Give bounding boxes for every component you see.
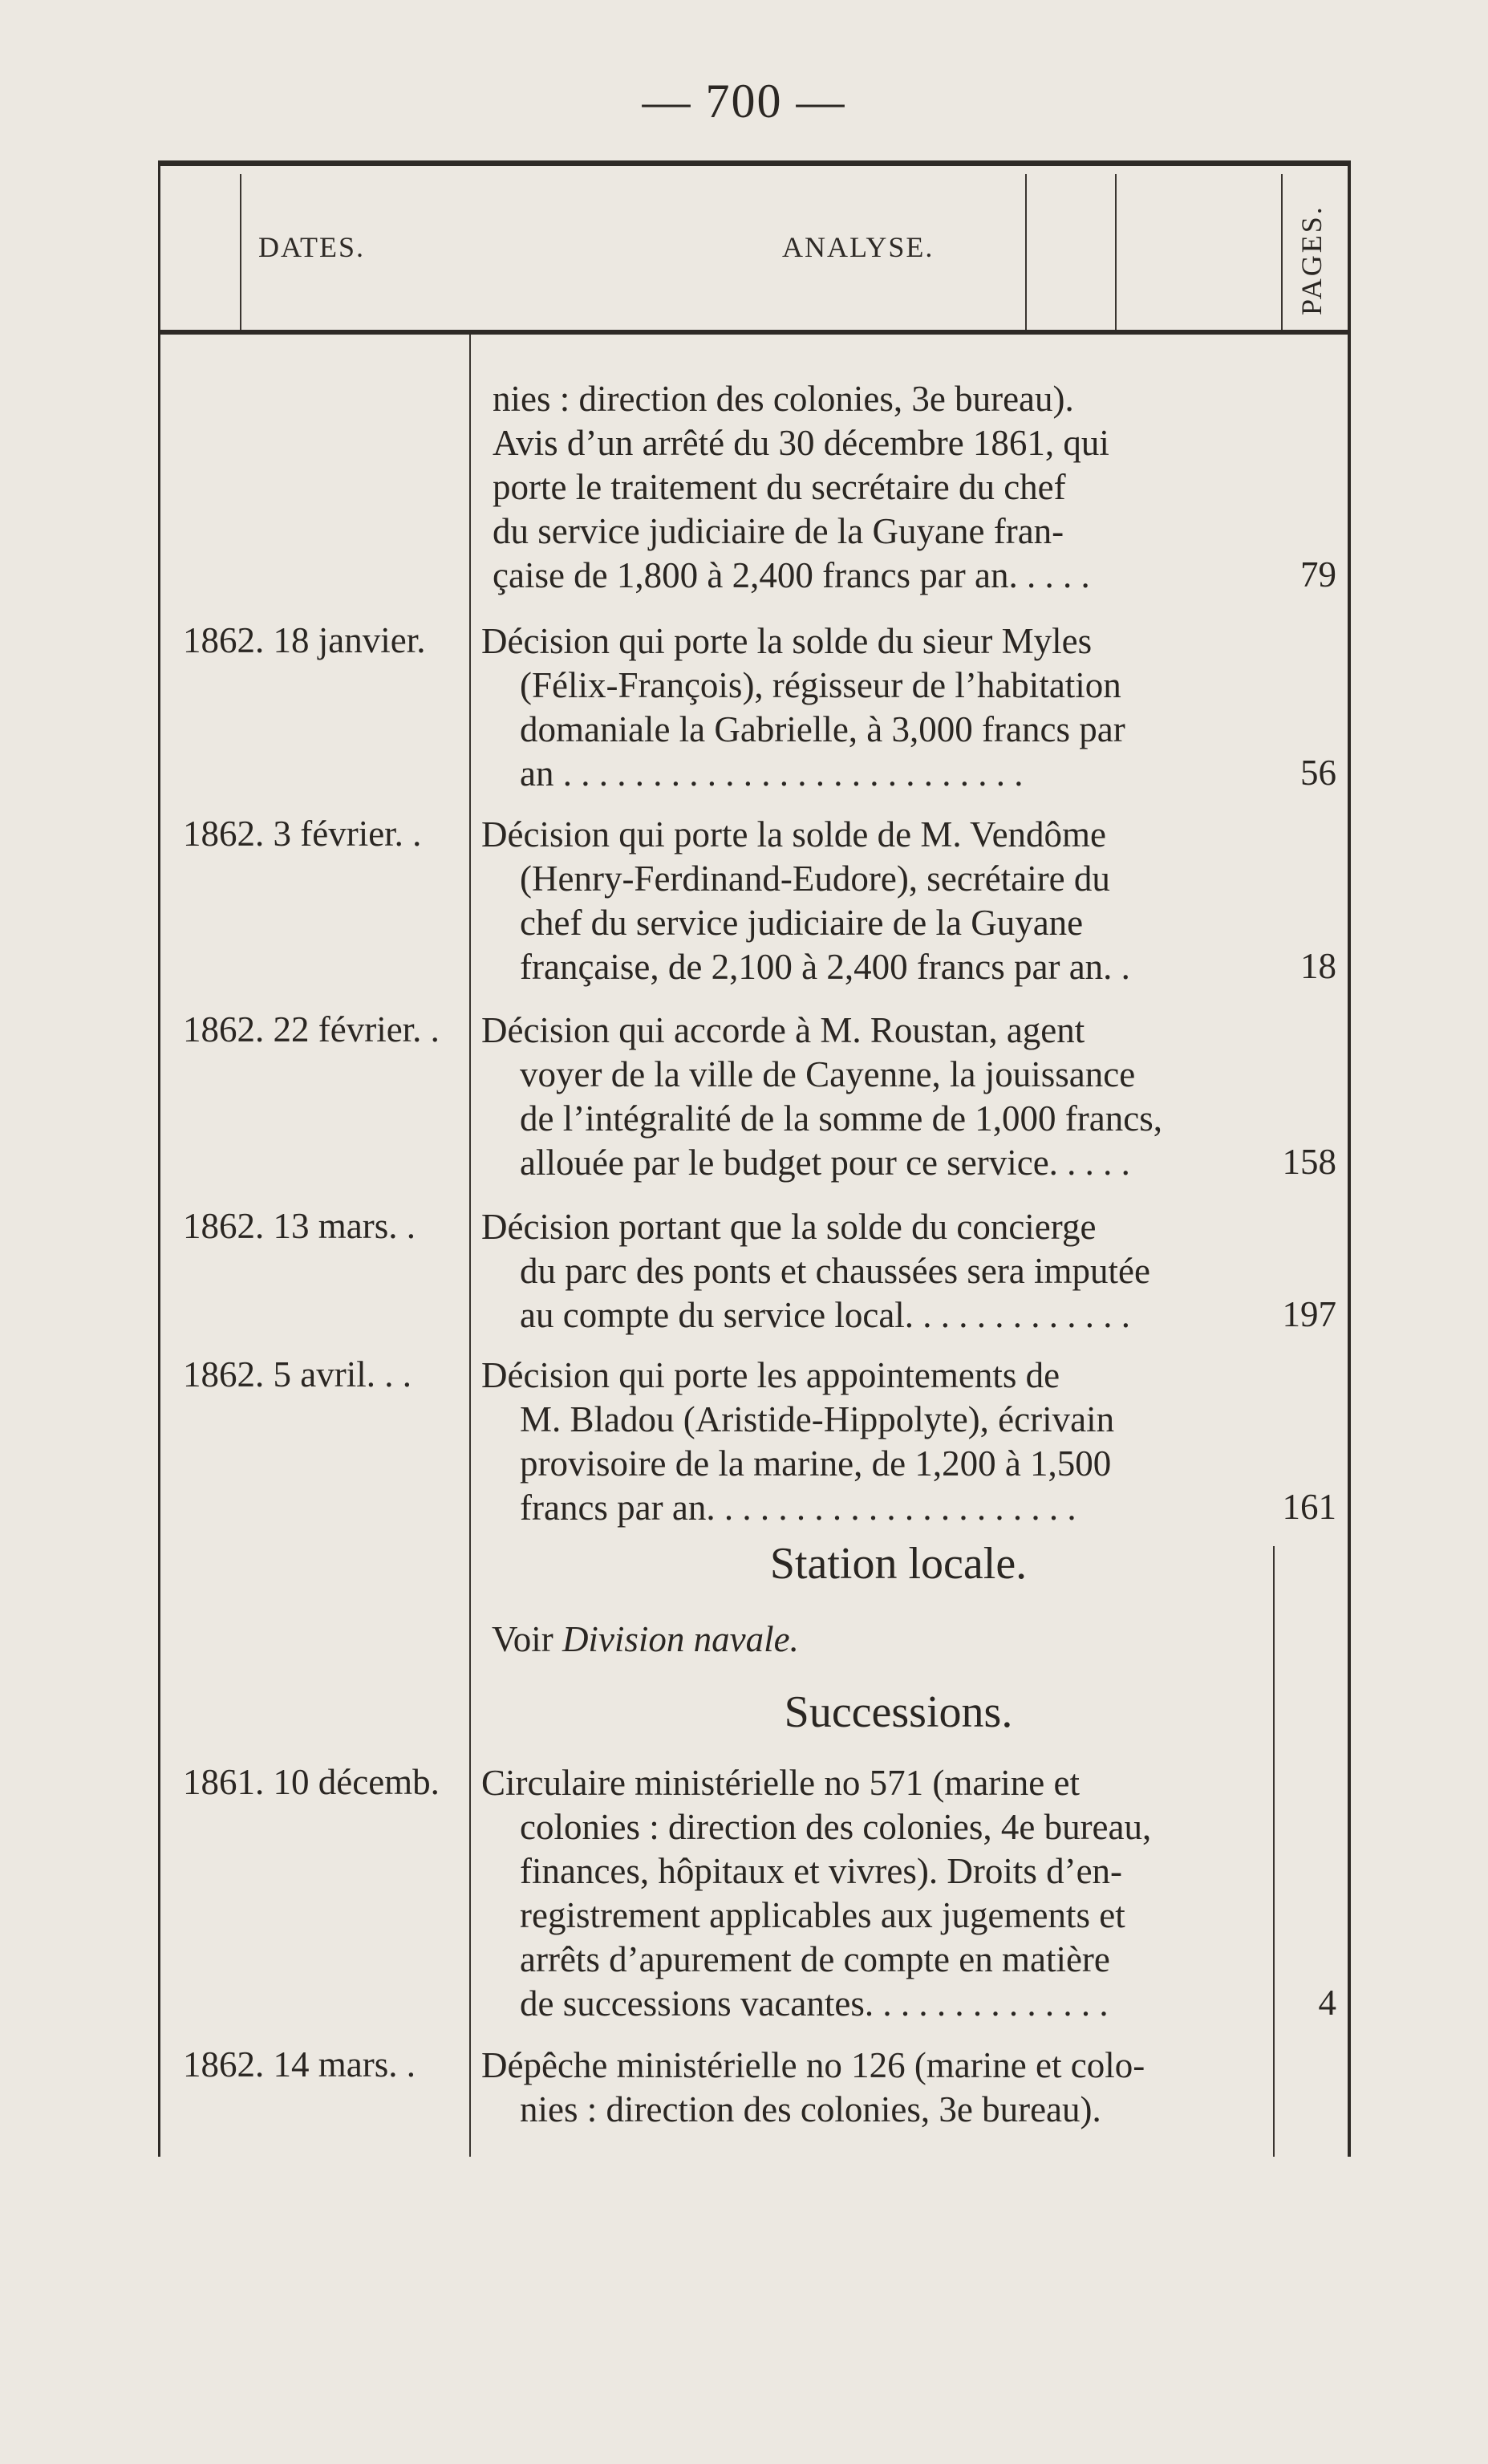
- analysis-line: francs par an. . . . . . . . . . . . . . . . . . . . .: [520, 1488, 1076, 1528]
- analysis-line: finances, hôpitaux et vivres). Droits d’en-: [520, 1851, 1123, 1891]
- see-also-prefix: Voir: [492, 1619, 553, 1659]
- entry-date: 1861. 10 décemb.: [183, 1762, 440, 1802]
- analysis-line: française, de 2,100 à 2,400 francs par an. .: [520, 947, 1130, 987]
- header-dates: DATES.: [258, 231, 366, 263]
- entry-date: 1862. 14 mars. .: [183, 2044, 416, 2084]
- analysis-line: porte le traitement du secrétaire du chef: [493, 467, 1066, 507]
- entry-date: 1862. 22 février. .: [183, 1009, 440, 1049]
- entry-date: 1862. 13 mars. .: [183, 1206, 416, 1246]
- page-number: — 700 —: [642, 75, 846, 128]
- entry-analysis: [481, 1354, 1320, 1530]
- analysis-line: chef du service judiciaire de la Guyane: [520, 903, 1084, 943]
- analysis-line: Dépêche ministérielle no 126 (marine et colo-: [481, 2045, 1145, 2085]
- header-divider-left: [240, 174, 241, 330]
- header-pages: PAGES.: [1295, 205, 1328, 315]
- analysis-line: du parc des ponts et chaussées sera imputée: [520, 1251, 1150, 1291]
- analysis-line: Décision qui porte les appointements de: [481, 1355, 1060, 1395]
- header-divider-right: [1115, 174, 1117, 330]
- entry-page: 79: [1300, 554, 1336, 595]
- analysis-line: registrement applicables aux jugements et: [520, 1895, 1125, 1935]
- analysis-line: (Henry-Ferdinand-Eudore), secrétaire du: [520, 859, 1110, 899]
- analysis-line: colonies : direction des colonies, 4e bureau,: [520, 1807, 1152, 1847]
- entry-page: 161: [1282, 1487, 1336, 1527]
- analysis-line: an . . . . . . . . . . . . . . . . . . . . . . . . . .: [520, 753, 1024, 794]
- entry-analysis: [481, 813, 1320, 989]
- entry-analysis: [481, 1761, 1320, 2026]
- entry-analysis: [481, 1009, 1320, 1185]
- entry-analysis: [481, 1205, 1320, 1338]
- analysis-line: Décision qui porte la solde du sieur Myles: [481, 621, 1093, 661]
- analysis-line: au compte du service local. . . . . . . . . . . . .: [520, 1295, 1131, 1335]
- analysis-line: çaise de 1,800 à 2,400 francs par an. . . . .: [493, 555, 1090, 595]
- entry-date: 1862. 18 janvier.: [183, 620, 426, 660]
- analysis-line: de l’intégralité de la somme de 1,000 francs,: [520, 1098, 1162, 1139]
- analysis-line: du service judiciaire de la Guyane fran-: [493, 511, 1064, 551]
- entry-page: 56: [1300, 753, 1336, 793]
- analysis-line: Décision qui porte la solde de M. Vendôme: [481, 814, 1107, 854]
- entry-page: 18: [1300, 946, 1336, 986]
- analysis-line: Décision qui accorde à M. Roustan, agent: [481, 1010, 1085, 1050]
- analysis-line: M. Bladou (Aristide-Hippolyte), écrivain: [520, 1399, 1115, 1439]
- entry-date: 1862. 3 février. .: [183, 814, 422, 854]
- analysis-line: voyer de la ville de Cayenne, la jouissance: [520, 1054, 1136, 1094]
- entry-analysis: [481, 2044, 1320, 2132]
- analysis-line: allouée par le budget pour ce service. . . . .: [520, 1143, 1130, 1183]
- header-analysis: ANALYSE.: [782, 231, 935, 263]
- analysis-line: nies : direction des colonies, 3e bureau).: [520, 2089, 1101, 2129]
- analysis-line: arrêts d’apurement de compte en matière: [520, 1939, 1110, 1979]
- entry-page: 158: [1282, 1142, 1336, 1182]
- see-also-reference: [492, 1618, 799, 1660]
- section-title-successions: Successions.: [784, 1687, 1013, 1737]
- rule-date-analysis: [469, 335, 471, 2157]
- analysis-line: nies : direction des colonies, 3e bureau).: [493, 379, 1074, 419]
- header-divider-mid: [1025, 174, 1027, 330]
- entry-analysis: [481, 619, 1320, 796]
- entry-analysis: [493, 377, 1331, 598]
- analysis-line: provisoire de la marine, de 1,200 à 1,500: [520, 1443, 1112, 1484]
- header-divider-pages: [1281, 174, 1283, 330]
- see-also-target: Division navale.: [562, 1619, 799, 1659]
- table-header: [160, 174, 1348, 335]
- analysis-line: (Félix-François), régisseur de l’habitation: [520, 665, 1121, 705]
- entry-date: 1862. 5 avril. . .: [183, 1354, 412, 1394]
- entry-page: 197: [1282, 1294, 1336, 1334]
- analysis-line: de successions vacantes. . . . . . . . . . . . . .: [520, 1983, 1109, 2024]
- analysis-line: domaniale la Gabrielle, à 3,000 francs par: [520, 709, 1125, 749]
- analysis-line: Circulaire ministérielle no 571 (marine et: [481, 1763, 1080, 1803]
- analysis-line: Avis d’un arrêté du 30 décembre 1861, qui: [493, 423, 1109, 463]
- entry-page: 4: [1318, 1983, 1336, 2023]
- section-title-station: Station locale.: [769, 1539, 1028, 1589]
- index-table: [158, 160, 1351, 2157]
- analysis-line: Décision portant que la solde du concierge: [481, 1207, 1097, 1247]
